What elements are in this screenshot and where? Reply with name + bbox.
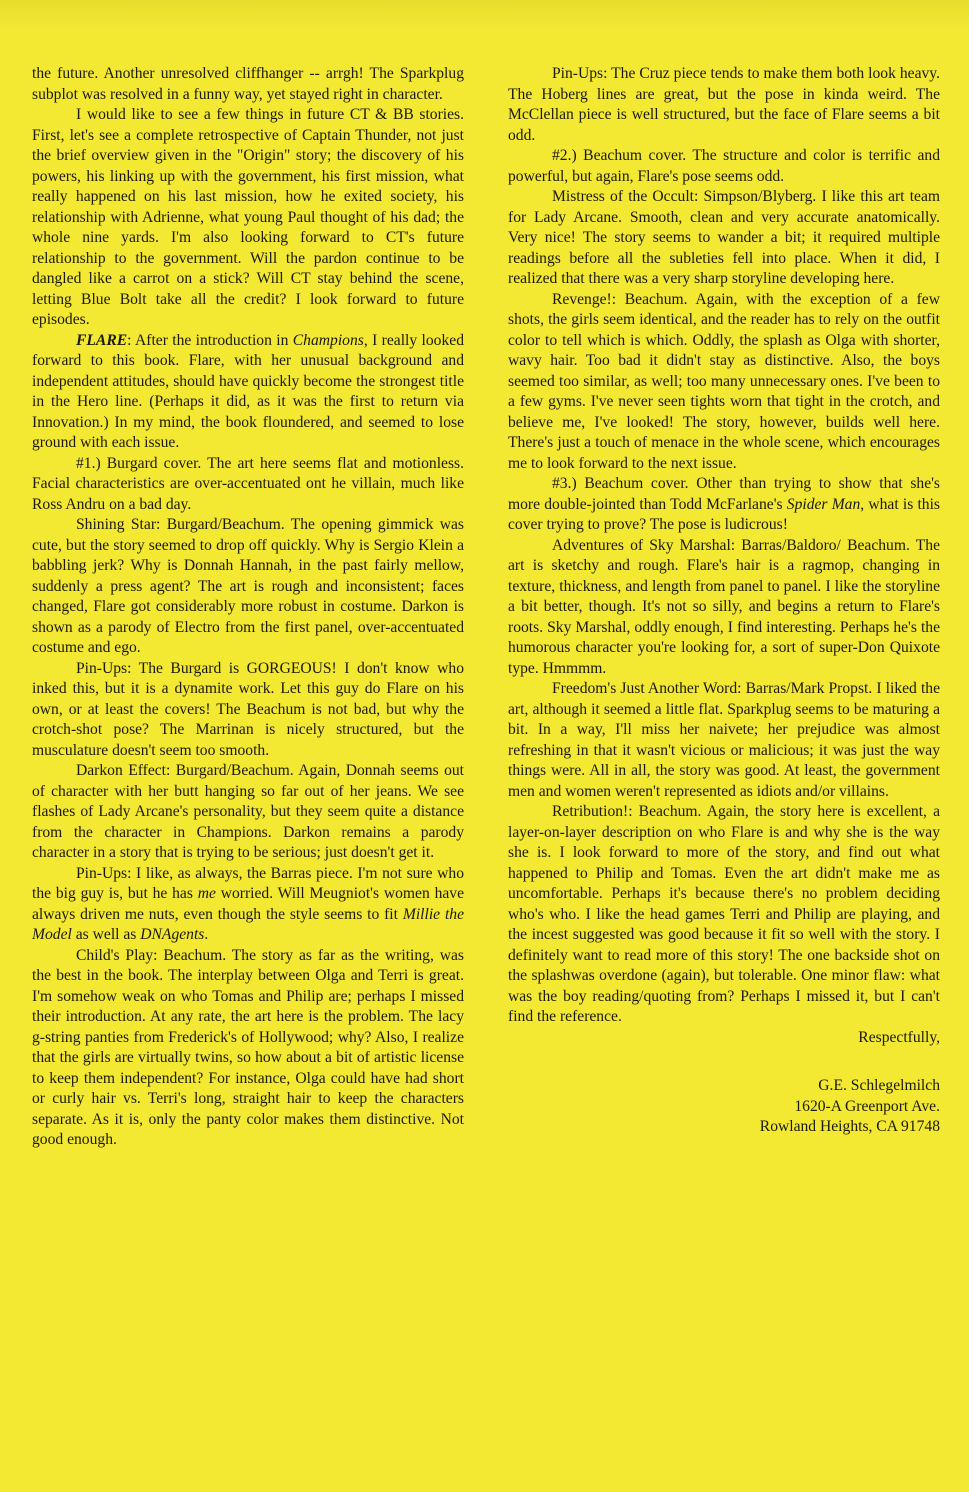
signature-city: Rowland Heights, CA 91748 xyxy=(759,1118,940,1135)
signature-street: 1620-A Greenport Ave. xyxy=(794,1097,940,1115)
right-column xyxy=(508,64,940,1138)
paragraph-childs-play: Child's Play: Beachum. The story as far as the writing, was the best in the book. The interplay between Olga and Terri is great. I'm somehow weak on who Tomas and Philip are; perhaps I missed their introduction. At any rate, the art here is the problem. The lacy g-string panties from Frederick's of Hollywood; why? Also, I realize that the girls are virtually twins, so how about a bit of artistic license to keep them independent? For instance, Olga could have had short or curly hair vs. Terri's long, straight hair to keep the characters separate. As it is, only the panty color makes them distinctive. Not good enough. xyxy=(32,946,464,1148)
paragraph-pinups-2: Pin-Ups: I like, as always, the Barras piece. I'm not sure who the big guy is, but he has me worried. Will Meugniot's women have always driven me nuts, even though the style seems to fit Millie the Model as well as DNAgents. xyxy=(32,864,464,943)
signature-block xyxy=(508,1076,940,1138)
left-column xyxy=(32,64,464,1151)
paragraph-shining-star: Shining Star: Burgard/Beachum. The opening gimmick was cute, but the story seemed to drop off quickly. Why is Sergio Klein a babbling jerk? Why is Donnah Hannah, in the past fairly mellow, suddenly a press agent? The art is rough and inconsistent; faces changed, Flare got considerably more robust in costume. Darkon is shown as a parody of Electro from the first panel, over-accentuated costume and ego. xyxy=(32,516,464,656)
flare-heading: FLARE xyxy=(76,331,128,349)
paragraph-flare-intro: FLARE: After the introduction in Champions, I really looked forward to this book. Flare, with her unusual background and independent attitudes, should have quickly become the strongest title in the Hero line. (Perhaps it did, as it was the first to return via Innovation.) In my mind, the book floundered, and seemed to lose ground with each issue. xyxy=(32,331,464,451)
paragraph-pinups-1: Pin-Ups: The Burgard is GORGEOUS! I don't know who inked this, but it is a dynamite work. Let this guy do Flare on his own, or at least the covers! The Beachum is not bad, but why the crotch-shot pose? The Marrinan is nicely structured, but the musculature doesn't seem too smooth. xyxy=(32,659,464,759)
paragraph-mistress-occult: Mistress of the Occult: Simpson/Blyberg. I like this art team for Lady Arcane. Smooth, clean and very accurate anatomically. Very nice! The story seems to wander a bit; it required multiple readings before all the subleties fell into place. When it did, I realized that there was a very sharp storyline developing here. xyxy=(508,188,940,287)
paragraph-cliffhanger: the future. Another unresolved cliffhanger -- arrgh! The Sparkplug subplot was resolved in a funny way, yet stayed right in character. xyxy=(32,65,464,103)
paragraph-sky-marshal: Adventures of Sky Marshal: Barras/Baldoro/ Beachum. The art is sketchy and rough. Flare's hair is a ragmop, changing in texture, thickness, and length from panel to panel. I like the storyline a bit better, though. It's not so silly, and begins a return to Flare's roots. Sky Marshal, oddly enough, I find interesting. Perhaps he's the humorous character you're looking for, a sort of super-Don Quixote type. Hmmmm. xyxy=(508,536,940,677)
paragraph-pinups-3: Pin-Ups: The Cruz piece tends to make them both look heavy. The Hoberg lines are great, but the pose in kinda weird. The McClellan piece is well structured, but the face of Flare seems a bit odd. xyxy=(508,65,940,144)
paragraph-freedom: Freedom's Just Another Word: Barras/Mark Propst. I liked the art, although it seemed a little flat. Sparkplug seems to be maturing a bit. In a way, I'll miss her naivete; her prejudice was almost refreshing in that it wasn't vicious or malicious; it was just the way things were. All in all, the story was good. At least, the government men and women weren't represented as idiots and/or villains. xyxy=(508,680,940,800)
page-top-edge xyxy=(0,0,969,28)
paragraph-retribution: Retribution!: Beachum. Again, the story here is excellent, a layer-on-layer description on who Flare is and why she is the way she is. I look forward to more of the story, and find out what happened to Philip and Tomas. Even the art didn't make me as uncomfortable. Perhaps it's because there's no problem deciding who's who. I like the head games Terri and Philip are playing, and the incest suggested was good because it fit so well with the story. I definitely want to read more of this story! The one backside shot on the splashwas overdone (again), but tolerable. One minor flaw: what was the boy reading/quoting from? Perhaps I missed it, but I can't find the reference. xyxy=(508,803,940,1025)
paragraph-darkon-effect: Darkon Effect: Burgard/Beachum. Again, Donnah seems out of character with her butt hanging so far out of her jeans. We see flashes of Lady Arcane's personality, but they seem quite a distance from the character in Champions. Darkon remains a parody character in a story that is trying to be serious; just doesn't get it. xyxy=(32,762,464,861)
paragraph-cover-3: #3.) Beachum cover. Other than trying to show that she's more double-jointed than Todd McFarlane's Spider Man, what is this cover trying to prove? The pose is ludicrous! xyxy=(508,475,941,533)
paragraph-cover-1: #1.) Burgard cover. The art here seems flat and motionless. Facial characteristics are over-accentuated ont he villain, much like Ross Andru on a bad day. xyxy=(32,454,464,513)
paragraph-ct-bb-wishlist: I would like to see a few things in future CT & BB stories. First, let's see a complete retrospective of Captain Thunder, not just the brief overview given in the "Origin" story; the discovery of his powers, his linking up with the government, his first mission, what really happened on his last mission, how he exited society, his relationship with Adrienne, what young Paul thought of his dad; the whole nine yards. I'm also looking forward to CT's future relationship to the government. Will the pardon continue to be dangled like a carrot on a stick? Will CT stay behind the scene, letting Blue Bolt take all the credit? I look forward to future episodes. xyxy=(32,106,464,328)
paragraph-cover-2: #2.) Beachum cover. The structure and color is terrific and powerful, but again, Flare's pose seems odd. xyxy=(508,147,940,185)
paragraph-revenge: Revenge!: Beachum. Again, with the exception of a few shots, the girls seem identical, and the reader has to rely on the outfit color to tell which is which. Oddly, the splash as Olga with shorter, wavy hair. Too bad it didn't stay as distinctive. Also, the boys seemed too similar, as well; too many unnecessary ones. I've been to a few gyms. I've never seen tights worn that tight in the crotch, and believe me, I've looked! The story, however, builds well here. There's just a touch of menace in the whole scene, which encourages me to look forward to the next issue. xyxy=(508,290,940,472)
closing-salutation: Respectfully, xyxy=(858,1028,940,1046)
signature-name: G.E. Schlegelmilch xyxy=(818,1077,940,1094)
